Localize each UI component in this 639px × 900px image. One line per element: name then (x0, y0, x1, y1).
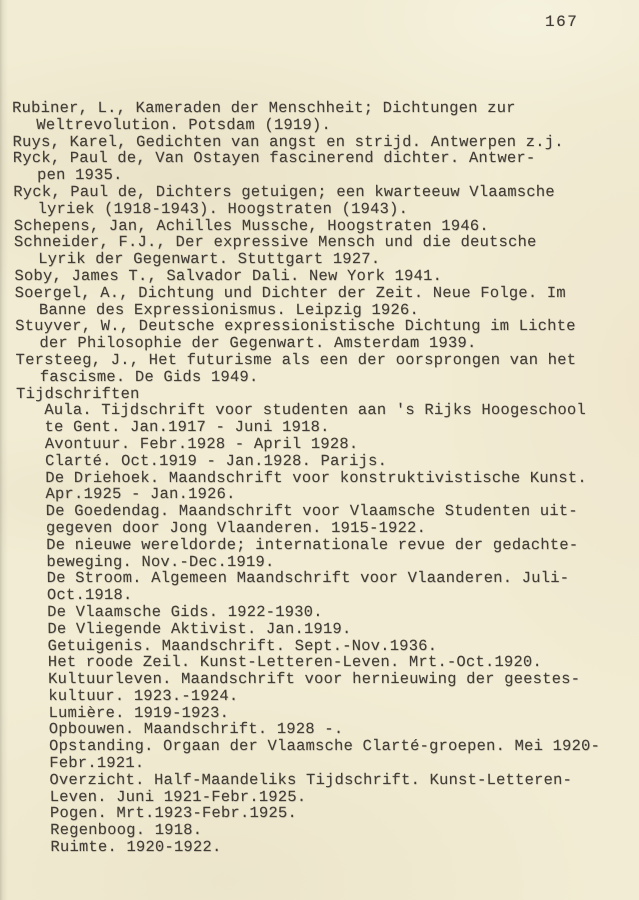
periodical-line: Overzicht. Half-Maandeliks Tijdschrift. Kunst-Letteren- (49, 770, 573, 789)
periodical-line: Aula. Tijdschrift voor studenten aan 's Rijks Hoogeschool (44, 401, 587, 420)
bibliography-line: Weltrevolution. Potsdam (1919). (36, 115, 332, 134)
periodical-line: Pogen. Mrt.1923-Febr.1925. (49, 804, 298, 823)
periodical-line: De Goedendag. Maandschrift voor Vlaamsche Studenten uit- (45, 502, 578, 521)
periodical-line: Leven. Juni 1921-Febr.1925. (49, 787, 307, 806)
periodical-line: De nieuwe wereldorde; internationale revue der gedachte- (46, 535, 579, 554)
periodical-line: kultuur. 1923.-1924. (48, 686, 239, 705)
bibliography-line: pen 1935. (36, 166, 123, 185)
periodical-line: Kultuurleven. Maandschrift voor hernieuwing der geestes- (47, 670, 581, 689)
periodical-line: De Driehoek. Maandschrift voor konstruktivistische Kunst. (45, 468, 587, 487)
bibliography-line: der Philosophie der Gegenwart. Amsterdam 1939. (39, 334, 477, 353)
periodicals-section-header: Tijdschriften (15, 384, 140, 403)
bibliography-line: Tersteeg, J., Het futurisme als een der oorsprongen van het (15, 350, 577, 369)
periodical-line: Regenboog. 1918. (50, 821, 203, 840)
periodical-line: Lumière. 1919-1923. (48, 703, 230, 722)
periodical-line: Febr.1921. (49, 754, 145, 773)
periodical-line: Het roode Zeil. Kunst-Letteren-Leven. Mrt.-Oct.1920. (47, 653, 543, 672)
periodical-line: Ruimte. 1920-1922. (50, 838, 222, 857)
bibliography-line: Ruys, Karel, Gedichten van angst en strijd. Antwerpen z.j. (12, 132, 564, 151)
page-number: 167 (545, 13, 579, 31)
bibliography-line: Soby, James T., Salvador Dali. New York 1941. (14, 266, 443, 285)
bibliography-line: Stuyver, W., Deutsche expressionistische Dichtung im Lichte (15, 317, 576, 336)
bibliography-line: Schneider, F.J., Der expressive Mensch und die deutsche (13, 233, 537, 252)
periodical-line: De Vliegende Aktivist. Jan.1919. (47, 619, 352, 638)
bibliography-line: Ryck, Paul de, Dichters getuigen; een kwarteeuw Vlaamsche (13, 182, 556, 201)
periodical-line: te Gent. Jan.1917 - Juni 1918. (44, 418, 330, 437)
periodical-line: Apr.1925 - Jan.1926. (45, 485, 236, 504)
bibliography-line: lyriek (1918-1943). Hoogstraten (1943). (37, 199, 409, 218)
bibliography-line: Lyrik der Gegenwart. Stuttgart 1927. (38, 250, 381, 269)
periodical-line: Avontuur. Febr.1928 - April 1928. (44, 434, 359, 453)
periodical-line: Clarté. Oct.1919 - Jan.1928. Parijs. (44, 451, 388, 470)
periodical-line: beweging. Nov.-Dec.1919. (46, 552, 275, 571)
bibliography-line: Schepens, Jan, Achilles Mussche, Hoogstraten 1946. (13, 216, 489, 235)
periodical-line: Opstanding. Orgaan der Vlaamsche Clarté-groepen. Mei 1920- (48, 737, 601, 756)
bibliography-line: Banne des Expressionismus. Leipzig 1926. (38, 300, 420, 319)
bibliography-section (0, 100, 639, 386)
periodical-line: gegeven door Jong Vlaanderen. 1915-1922. (45, 518, 427, 537)
page-content (0, 100, 639, 856)
periodicals-section (4, 402, 639, 856)
periodical-line: De Stroom. Algemeen Maandschrift voor Vlaanderen. Juli- (46, 569, 570, 588)
bibliography-line: Soergel, A., Dichtung und Dichter der Zeit. Neue Folge. Im (14, 283, 566, 302)
bibliography-line: Ryck, Paul de, Van Ostayen fascinerend dichter. Antwer- (12, 149, 536, 168)
bibliography-line: fascisme. De Gids 1949. (39, 367, 259, 386)
periodical-line: Getuigenis. Maandschrift. Sept.-Nov.1936. (47, 636, 438, 655)
periodical-line: De Vlaamsche Gids. 1922-1930. (47, 602, 323, 621)
periodical-line: Opbouwen. Maandschrift. 1928 -. (48, 720, 344, 739)
periodical-line: Oct.1918. (46, 586, 133, 605)
bibliography-line: Rubiner, L., Kameraden der Menschheit; Dichtungen zur (11, 99, 516, 117)
